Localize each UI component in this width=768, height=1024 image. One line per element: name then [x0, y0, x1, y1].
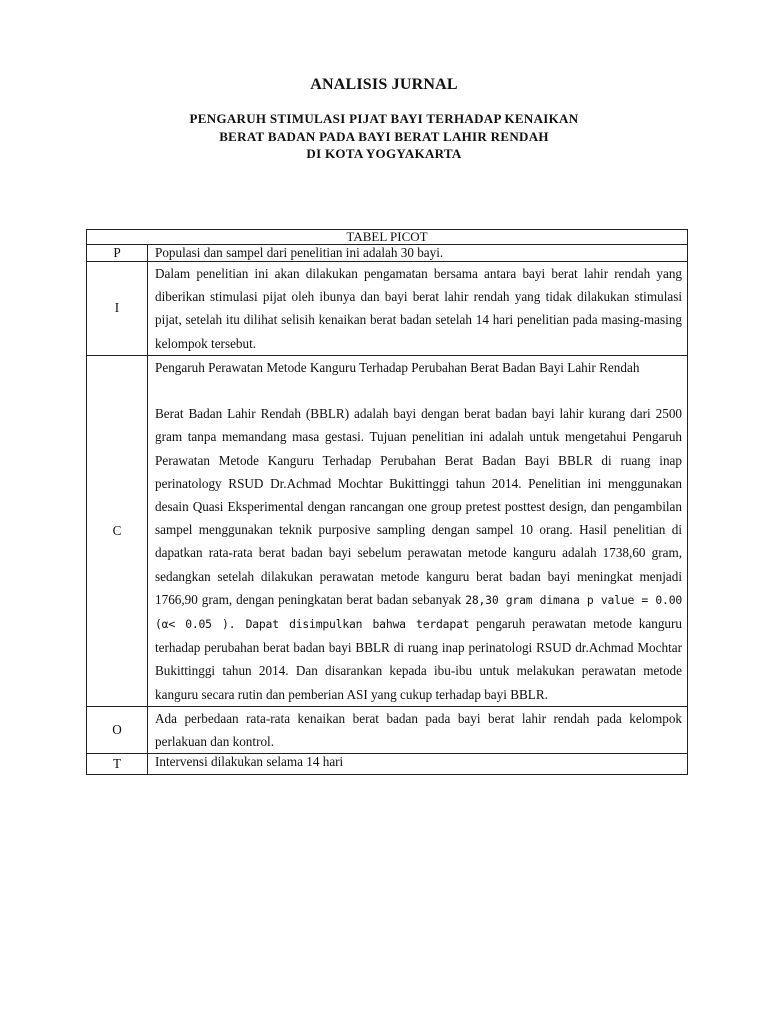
table-row-o	[87, 706, 688, 753]
table-row-c	[87, 355, 688, 706]
row-label-p: P	[87, 245, 148, 262]
table-caption: TABEL PICOT	[87, 230, 688, 245]
row-content-i: Dalam penelitian ini akan dilakukan pengamatan bersama antara bayi berat lahir rendah yang diberikan stimulasi pijat oleh ibunya dan bayi berat lahir rendah yang tidak dilakukan stimulasi pijat, setelah itu dilihat selisih kenaikan berat badan setelah 14 hari penelitian pada masing-masing kelompok tersebut.	[148, 262, 688, 356]
comparison-body-mono: 28,30 gram dimana p value = 0.00 (α< 0.05 ). Dapat disimpulkan bahwa terdapat	[155, 592, 683, 632]
comparison-heading: Pengaruh Perawatan Metode Kanguru Terhadap Perubahan Berat Badan Bayi Lahir Rendah	[155, 359, 640, 375]
row-label-t: T	[87, 754, 148, 775]
comparison-body-part1: Berat Badan Lahir Rendah (BBLR) adalah bayi dengan berat badan bayi lahir kurang dari 2500 gram tanpa memandang masa gestasi. Tujuan penelitian ini adalah untuk mengetahui Pengaruh Perawatan Metode Kanguru Terhadap Perubahan Berat Badan Bayi BBLR di ruang inap perinatology RSUD Dr.Achmad Mochtar Bukittinggi tahun 2014. Penelitian ini menggunakan desain Quasi Eksperimental dengan rancangan one group pretest posttest design, dan pengambilan sampel menggunakan teknik purposive sampling dengan sampel 10 orang. Hasil penelitian di dapatkan rata-rata berat badan bayi sebelum perawatan metode kanguru adalah 1738,60 gram, sedangkan setelah dilakukan perawatan metode kanguru berat badan bayi meningkat menjadi 1766,90 gram, dengan peningkatan berat badan sebanyak	[155, 406, 683, 607]
comparison-body	[155, 402, 682, 706]
row-content-t: Intervensi dilakukan selama 14 hari	[148, 754, 688, 775]
document-title: ANALISIS JURNAL	[310, 76, 458, 93]
row-label-o: O	[87, 706, 148, 753]
row-content-o: Ada perbedaan rata-rata kenaikan berat badan pada bayi berat lahir rendah pada kelompok perlakuan dan kontrol.	[148, 706, 688, 753]
picot-table	[86, 229, 688, 775]
table-row-p	[87, 245, 688, 262]
table-row-i	[87, 262, 688, 356]
row-label-i: I	[87, 262, 148, 356]
subtitle-line-1: PENGARUH STIMULASI PIJAT BAYI TERHADAP KENAIKAN	[189, 111, 579, 126]
subtitle-line-2: BERAT BADAN PADA BAYI BERAT LAHIR RENDAH	[219, 128, 549, 144]
comparison-body-part2: pengaruh perawatan metode kanguru terhadap perubahan berat badan bayi BBLR di ruang inap perinatologi RSUD dr.Achmad Mochtar Bukittinggi tahun 2014. Dan disarankan kepada ibu-ibu untuk melakukan perawatan metode kanguru secara rutin dan pemberian ASI yang cukup terhadap bayi BBLR.	[155, 616, 683, 702]
subtitle-line-3: DI KOTA YOGYAKARTA	[306, 146, 462, 161]
row-content-p: Populasi dan sampel dari penelitian ini adalah 30 bayi.	[148, 245, 688, 262]
row-content-c	[148, 355, 688, 706]
document-subtitle	[0, 110, 768, 163]
paragraph-spacer	[155, 379, 682, 402]
row-label-c: C	[87, 355, 148, 706]
table-header-row	[87, 230, 688, 245]
table-row-t	[87, 754, 688, 775]
